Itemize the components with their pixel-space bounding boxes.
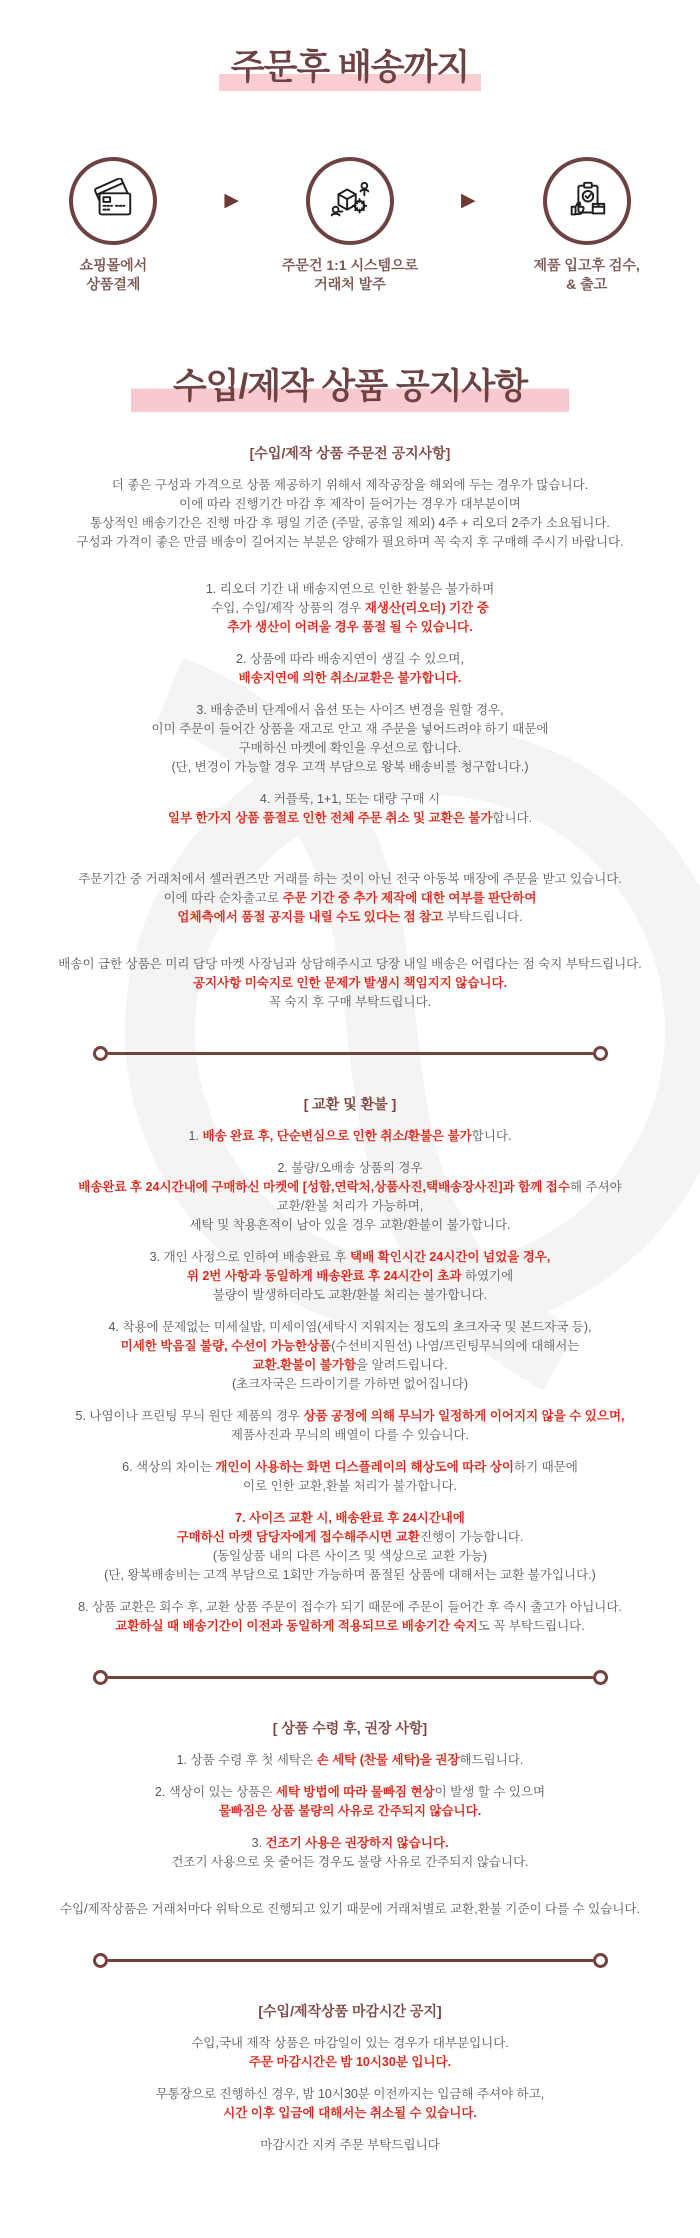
- divider-dot: [93, 1670, 108, 1685]
- process-step-shipping: [502, 157, 672, 294]
- exchange-item-4: 4. 착용에 문제없는 미세실밥, 미세이염(세탁시 지워지는 정도의 초크자국 및 본드자국 등), 미세한 박음질 불량, 수선이 가능한상품(수선비지원선) 나염/프린팅무늬의에 대해서는 교환.환불이 불가함을 알려드립니다. (초크자국은 드라이기를 가하면 없어집니다): [108, 1320, 592, 1391]
- exchange-item-1: 1. 배송 완료 후, 단순변심으로 인한 취소/환불은 불가합니다.: [188, 1129, 512, 1143]
- pre-order-item-4: 4. 커플룩, 1+1, 또는 대량 구매 시 일부 한가지 상품 품절로 인한 전체 주문 취소 및 교환은 불가합니다.: [167, 792, 533, 825]
- consignment-paragraph: 수입/제작상품은 거래처마다 위탁으로 진행되고 있기 때문에 거래처별로 교환,환불 기준이 다를 수 있습니다.: [60, 1902, 640, 1916]
- post-receipt-recommend-section: [0, 1719, 700, 1919]
- exchange-item-2: 2. 불량/오배송 상품의 경우 배송완료 후 24시간내에 구매하신 마켓에 [성함,연락처,상품사진,택배송장사진]과 함께 접수해 주셔야 교환/환불 처리가 가능하며, 세탁 및 착용흔적이 남아 있을 경우 교환/환불이 불가합니다.: [78, 1161, 622, 1232]
- arrow-right-icon: ▶: [461, 190, 476, 211]
- exchange-item-3: 3. 개인 사정으로 인하여 배송완료 후 택배 확인시간 24시간이 넘었을 경우, 위 2번 사항과 동일하게 배송완료 후 24시간이 초과 하였기에 불량이 발생하더라도 교환/환불 처리는 불가합니다.: [149, 1250, 551, 1302]
- recommend-item-3: 3. 건조기 사용은 권장하지 않습니다. 건조기 사용으로 옷 줄어든 경우도 불량 사유로 간주되지 않습니다.: [171, 1836, 529, 1869]
- notice-section-title: 수입/제작 상품 공지사항: [0, 364, 700, 410]
- divider-dot: [593, 1046, 608, 1061]
- section-divider: [93, 1953, 608, 1968]
- divider-line: [108, 1676, 593, 1679]
- section-divider: [93, 1670, 608, 1685]
- exchange-item-8: 8. 상품 교환은 회수 후, 교환 상품 주문이 접수가 되기 때문에 주문이 들어간 후 즉시 출고가 아닙니다. 교환하실 때 배송기간이 이전과 동일하게 적용되므로 배송기간 숙지도 꼭 부탁드립니다.: [78, 1600, 622, 1633]
- process-step-ordering: [265, 157, 435, 294]
- recommend-item-2: 2. 색상이 있는 상품은 세탁 방법에 따라 물빠짐 현상이 발생 할 수 있으며 물빠짐은 상품 불량의 사유로 간주되지 않습니다.: [154, 1785, 546, 1818]
- urgent-shipping-paragraph: 배송이 급한 상품은 미리 담당 마켓 사장님과 상담해주시고 당장 내일 배송은 어렵다는 점 숙지 부탁드립니다. 공지사항 미숙지로 인한 문제가 발생시 책임지지 않습니다. 꼭 숙지 후 구매 부탁드립니다.: [58, 957, 642, 1009]
- recommend-heading: [ 상품 수령 후, 권장 사항]: [272, 1720, 428, 1736]
- pre-order-intro: 더 좋은 구성과 가격으로 상품 제공하기 위해서 제작공장을 해외에 두는 경우가 많습니다. 이에 따라 진행기간 마감 후 제작이 들어가는 경우가 대부분이며 통상적인 배송기간은 진행 마감 후 평일 기준 (주말, 공휴일 제외) 4주 + 리오더 2주가 소요됩니다. 구성과 가격이 좋은 만큼 배송이 길어지는 부분은 양해가 필요하며 꼭 숙지 후 구매해 주시기 바랍니다.: [76, 478, 624, 549]
- exchange-refund-section: [0, 1095, 700, 1636]
- divider-dot: [93, 1046, 108, 1061]
- deadline-heading: [수입/제작상품 마감시간 공지]: [258, 2003, 442, 2019]
- exchange-refund-heading: [ 교환 및 환불 ]: [303, 1096, 397, 1112]
- process-step-payment: [28, 157, 198, 294]
- pre-order-item-1: 1. 리오더 기간 내 배송지연으로 인한 환불은 불가하며 수입, 수입/제작 상품의 경우 재생산(리오더) 기간 중 추가 생산이 어려울 경우 품절 될 수 있습니다.: [205, 582, 495, 634]
- pre-order-notice-heading: [수입/제작 상품 주문전 공지사항]: [249, 445, 451, 461]
- pre-order-item-3: 3. 배송준비 단계에서 옵션 또는 사이즈 변경을 원할 경우, 이미 주문이 들어간 상품을 재고로 안고 재 주문을 넣어드려야 하기 때문에 구매하신 마켓에 확인을 우선으로 합니다. (단, 변경이 가능할 경우 고객 부담으로 왕복 배송비를 청구합니다.): [151, 703, 549, 774]
- divider-dot: [593, 1670, 608, 1685]
- credit-card-icon: [69, 157, 157, 245]
- order-process-flow: [0, 157, 700, 294]
- divider-dot: [593, 1953, 608, 1968]
- page-title: [0, 45, 700, 91]
- process-step-label: 주문건 1:1 시스템으로 거래처 발주: [281, 257, 419, 292]
- order-system-icon: [306, 157, 394, 245]
- deadline-paragraph-3: 마감시간 지켜 주문 부탁드립니다: [260, 2138, 440, 2152]
- deadline-paragraph-1: 수입,국내 제작 상품은 마감일이 있는 경우가 대부분입니다. 주문 마감시간은 밤 10시30분 입니다.: [191, 2036, 509, 2069]
- deadline-paragraph-2: 무통장으로 진행하신 경우, 밤 10시30분 이전까지는 입금해 주셔야 하고, 시간 이후 입금에 대해서는 취소될 수 있습니다.: [155, 2087, 545, 2120]
- pre-order-item-2: 2. 상품에 따라 배송지연이 생길 수 있으며, 배송지연에 의한 취소/교환은 불가합니다.: [236, 652, 464, 685]
- exchange-item-6: 6. 색상의 차이는 개인이 사용하는 화면 디스플레이의 해상도에 따라 상이하기 때문에 이로 인한 교환,환불 처리가 불가합니다.: [122, 1460, 578, 1493]
- divider-line: [108, 1959, 593, 1962]
- market-order-paragraph: 주문기간 중 거래처에서 셀러퀸즈만 거래를 하는 것이 아닌 전국 아동복 매장에 주문을 받고 있습니다. 이에 따라 순차출고로 주문 기간 중 추가 제작에 대한 여부를 판단하여 업체측에서 품절 공지를 내릴 수도 있다는 점 참고 부탁드립니다.: [78, 872, 622, 924]
- exchange-item-5: 5. 나염이나 프린팅 무늬 원단 제품의 경우 상품 공정에 의해 무늬가 일정하게 이어지지 않을 수 있으며, 제품사진과 무늬의 배열이 다를 수 있습니다.: [75, 1409, 625, 1442]
- deadline-notice-section: [0, 2002, 700, 2155]
- divider-line: [108, 1052, 593, 1055]
- exchange-item-7: 7. 사이즈 교환 시, 배송완료 후 24시간내에 구매하신 마켓 담당자에게 접수해주시면 교환진행이 가능합니다. (동일상품 내의 다른 사이즈 및 색상으로 교환 가능) (단, 왕복배송비는 고객 부담으로 1회만 가능하며 품절된 상품에 대해서는 교환 불가입니다.): [104, 1511, 596, 1582]
- order-to-delivery-title: 주문후 배송까지: [219, 48, 481, 91]
- section-divider: [93, 1046, 608, 1061]
- process-step-label: 쇼핑몰에서 상품결제: [79, 257, 148, 292]
- process-step-label: 제품 입고후 검수, & 출고: [533, 257, 640, 292]
- inspection-shipping-icon: [543, 157, 631, 245]
- arrow-right-icon: ▶: [224, 190, 239, 211]
- recommend-item-1: 1. 상품 수령 후 첫 세탁은 손 세탁 (찬물 세탁)을 권장해드립니다.: [176, 1753, 524, 1767]
- pre-order-notice-section: [0, 444, 700, 1012]
- divider-dot: [93, 1953, 108, 1968]
